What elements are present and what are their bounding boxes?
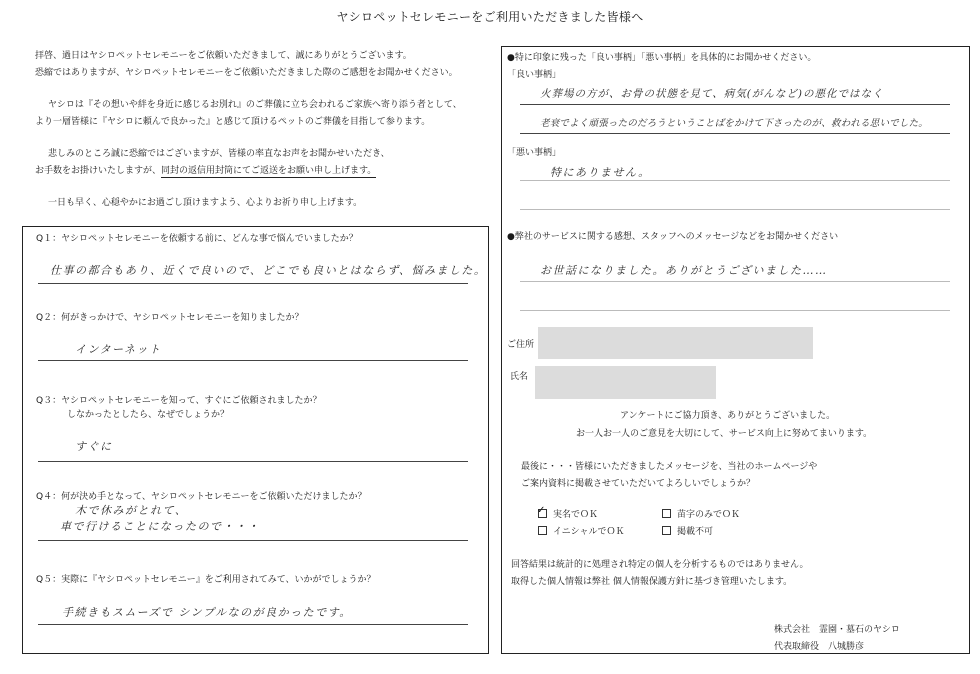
q1-answer-line bbox=[38, 283, 468, 284]
checkbox-initials[interactable] bbox=[538, 526, 547, 535]
bad-answer-line-1 bbox=[520, 180, 950, 181]
q1-label: Q１：ヤシロペットセレモニーを依頼する前に、どんな事で悩んでいましたか？ bbox=[36, 234, 358, 244]
q4-label: Q４：何が決め手となって、ヤシロペットセレモニーをご依頼いただけましたか？ bbox=[36, 492, 367, 502]
checkbox-surname-only[interactable] bbox=[662, 509, 671, 518]
name-label: 氏名 bbox=[510, 372, 529, 382]
good-answer-line-1 bbox=[520, 104, 950, 105]
thanks-line-1: アンケートにご協力頂き、ありがとうございました。 bbox=[620, 411, 836, 421]
q3-label: Q３：ヤシロペットセレモニーを知って、すぐにご依頼されましたか？ bbox=[36, 396, 322, 406]
address-label: ご住所 bbox=[507, 340, 535, 350]
service-answer-line-2 bbox=[520, 310, 950, 311]
q5-answer: 手続きもスムーズで シンプルなのが良かったです。 bbox=[62, 606, 352, 619]
q2-answer-line bbox=[38, 360, 468, 361]
bad-answer: 特にありません。 bbox=[550, 166, 651, 179]
good-answer-2: 老衰でよく頑張ったのだろうということばをかけて下さったのが、救われる思いでした。 bbox=[540, 118, 929, 129]
q4-answer-2: 車で行けることになったので・・・ bbox=[60, 520, 260, 533]
intro-line-4: より一層皆様に『ヤシロに頼んで良かった』と感じて頂けるペットのご葬儀を目指して参ります。 bbox=[35, 117, 431, 127]
thanks-line-2: お一人お一人のご意見を大切にして、サービス向上に努めてまいります。 bbox=[576, 429, 873, 439]
service-answer-line-1 bbox=[520, 281, 950, 282]
q4-answer-line bbox=[38, 540, 468, 541]
service-answer: お世話になりました。ありがとうございました…… bbox=[540, 264, 828, 277]
intro-line-3: ヤシロは『その想いや絆を身近に感じるお別れ』のご葬儀に立ち会われるご家族へ寄り添う者として、 bbox=[48, 100, 462, 110]
q3-answer: すぐに bbox=[75, 440, 113, 453]
page-title: ヤシロペットセレモニーをご利用いただきました皆様へ bbox=[336, 10, 644, 24]
bad-label: 「悪い事柄」 bbox=[507, 148, 562, 158]
q2-answer: インターネット bbox=[75, 343, 162, 356]
intro-line-5: 悲しみのところ誠に恐縮ではございますが、皆様の率直なお声をお聞かせいただき、 bbox=[48, 149, 390, 159]
permission-line-1: 最後に・・・皆様にいただきましたメッセージを、当社のホームページや bbox=[521, 462, 818, 472]
return-envelope-note: 同封の返信用封筒にてご返送をお願い申し上げます。 bbox=[161, 166, 377, 176]
option-surname-only[interactable]: 苗字のみでＯＫ bbox=[662, 507, 740, 520]
q5-label: Q５：実際に『ヤシロペットセレモニー』をご利用されてみて、いかがでしょうか？ bbox=[36, 575, 376, 585]
intro-line-1: 拝啓、過日はヤシロペットセレモニーをご依頼いただきまして、誠にありがとうございます。 bbox=[35, 51, 412, 61]
checkbox-no-publish[interactable] bbox=[662, 526, 671, 535]
good-answer-line-2 bbox=[520, 133, 950, 134]
option-initials[interactable]: イニシャルでＯＫ bbox=[538, 524, 624, 537]
q2-label: Q２：何がきっかけで、ヤシロペットセレモニーを知りましたか？ bbox=[36, 313, 304, 323]
option-no-publish[interactable]: 掲載不可 bbox=[662, 524, 713, 537]
check-mark-icon: ✓ bbox=[537, 505, 546, 516]
q4-answer-1: 木で休みがとれて、 bbox=[75, 504, 188, 517]
checkbox-real-name[interactable] bbox=[537, 505, 547, 518]
name-redaction bbox=[535, 366, 716, 399]
q3-answer-line bbox=[38, 461, 468, 462]
intro-line-2: 恐縮ではありますが、ヤシロペットセレモニーをご依頼いただきました際のご感想をお聞かせください。 bbox=[35, 68, 458, 78]
company-name: 株式会社 霊園・墓石のヤシロ bbox=[774, 625, 900, 635]
representative: 代表取締役 八城勝彦 bbox=[774, 642, 865, 652]
impression-heading: ●特に印象に残った「良い事柄」「悪い事柄」を具体的にお聞かせください。 bbox=[507, 53, 817, 63]
intro-line-6: お手数をお掛けいたしますが、同封の返信用封筒にてご返送をお願い申し上げます。 bbox=[35, 166, 377, 176]
address-redaction bbox=[538, 327, 813, 359]
q5-answer-line bbox=[38, 624, 468, 625]
privacy-line-2: 取得した個人情報は弊社 個人情報保護方針に基づき管理いたします。 bbox=[511, 577, 793, 587]
bad-answer-line-2 bbox=[520, 209, 950, 210]
good-label: 「良い事柄」 bbox=[507, 70, 562, 80]
q1-answer: 仕事の都合もあり、近くで良いので、どこでも良いとはならず、悩みました。 bbox=[50, 264, 487, 277]
permission-line-2: ご案内資料に掲載させていただいてよろしいでしょうか？ bbox=[521, 479, 756, 489]
service-heading: ●弊社のサービスに関する感想、スタッフへのメッセージなどをお聞かせください bbox=[507, 232, 839, 242]
q3-label-2: しなかったとしたら、なぜでしょうか？ bbox=[67, 410, 230, 420]
good-answer-1: 火葬場の方が、お骨の状態を見て、病気(がんなど)の悪化ではなく bbox=[540, 88, 884, 100]
intro-line-7: 一日も早く、心穏やかにお過ごし頂けますよう、心よりお祈り申し上げます。 bbox=[48, 198, 363, 208]
privacy-line-1: 回答結果は統計的に処理され特定の個人を分析するものではありません。 bbox=[511, 560, 809, 570]
option-real-name[interactable]: ✓ 実名でＯＫ bbox=[537, 505, 599, 520]
